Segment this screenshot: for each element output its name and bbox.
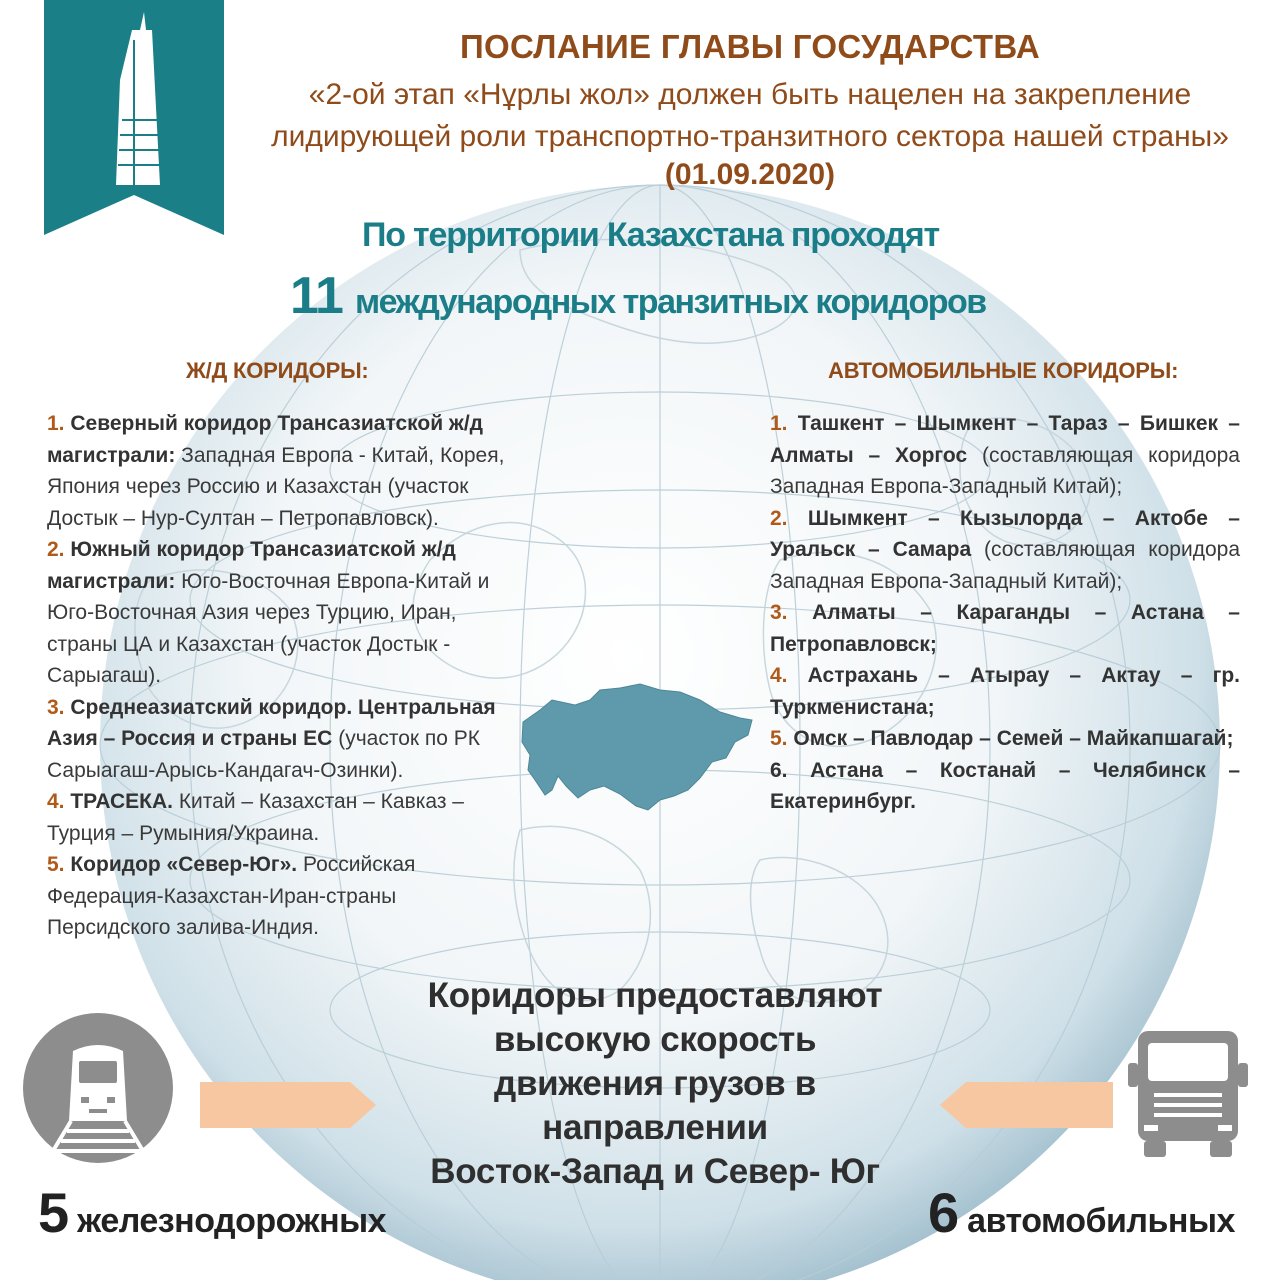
header-date: (01.09.2020) xyxy=(664,158,836,191)
header-quote-line1: «2-ой этап «Нұрлы жол» должен быть нацелен на закрепление xyxy=(308,78,1192,111)
headline-text: международных транзитных коридоров xyxy=(354,283,986,321)
bottom-message-line5: Восток-Запад и Север- Юг xyxy=(430,1152,880,1191)
header-quote xyxy=(250,74,1250,158)
bottom-message-line3: движения грузов в xyxy=(494,1064,816,1103)
building-tower-icon xyxy=(44,0,224,235)
train-icon xyxy=(23,1013,173,1163)
road-count: 6 автомобильных xyxy=(928,1181,1235,1244)
headline-line1: По территории Казахстана проходят xyxy=(362,216,939,254)
list-item: 1. Ташкент – Шымкент – Тараз – Бишкек – Алматы – Хоргос (составляющая коридора Западная Европа-Западный Китай); xyxy=(770,412,1240,498)
truck-icon xyxy=(1108,1013,1258,1163)
bottom-message-line4: направлении xyxy=(542,1108,768,1147)
list-item: 2. Шымкент – Кызылорда – Актобе – Уральск – Самара (составляющая коридора Западная Европа-Западный Китай); xyxy=(770,506,1240,593)
headline-line2 xyxy=(290,266,986,326)
list-item: 5. Омск – Павлодар – Семей – Майкапшагай; xyxy=(770,727,1234,750)
list-item: 4. Астрахань – Атырау – Актау – гр. Туркменистана; xyxy=(770,664,1240,719)
list-item: 3. Среднеазиатский коридор. Центральная Азия – Россия и страны ЕС (участок по РК Сарыагаш-Арысь-Кандагач-Озинки). xyxy=(47,695,496,782)
header-title: ПОСЛАНИЕ ГЛАВЫ ГОСУДАРСТВА xyxy=(460,28,1040,65)
bottom-message xyxy=(420,974,890,1194)
arrow-left-icon xyxy=(938,1080,1113,1130)
list-item: 2. Южный коридор Трансазиатской ж/д магистрали: Юго-Восточная Европа-Китай и Юго-Восточная Азия через Турцию, Иран, страны ЦА и Казахстан (участок Достык - Сарыагаш). xyxy=(47,538,490,687)
list-item: 1. Северный коридор Трансазиатской ж/д магистрали: Западная Европа - Китай, Корея, Япония через Россию и Казахстан (участок Достык – Нур-Султан – Петропавловск). xyxy=(47,412,505,530)
headline-number: 11 xyxy=(290,267,343,325)
road-corridor-list xyxy=(770,408,1240,818)
road-heading: АВТОМОБИЛЬНЫЕ КОРИДОРЫ: xyxy=(828,358,1179,383)
rail-count: 5 железнодорожных xyxy=(38,1181,387,1244)
header-quote-line2: лидирующей роли транспортно-транзитного сектора нашей страны» xyxy=(271,120,1229,153)
rail-heading: Ж/Д КОРИДОРЫ: xyxy=(186,358,369,383)
bottom-message-line1: Коридоры предоставляют xyxy=(427,976,883,1015)
rail-corridor-list xyxy=(47,408,517,944)
list-item: 3. Алматы – Караганды – Астана – Петропавловск; xyxy=(770,601,1240,656)
list-item: 5. Коридор «Север-Юг». Российская Федерация-Казахстан-Иран-страны Персидского залива-Индия. xyxy=(47,853,416,939)
list-item: 6. Астана – Костанай – Челябинск – Екатеринбург. xyxy=(770,758,1241,813)
list-item: 4. ТРАСЕКА. Китай – Казахстан – Кавказ – Турция – Румыния/Украина. xyxy=(47,790,464,845)
arrow-right-icon xyxy=(200,1080,380,1130)
bottom-message-line2: высокую скорость xyxy=(493,1020,817,1059)
